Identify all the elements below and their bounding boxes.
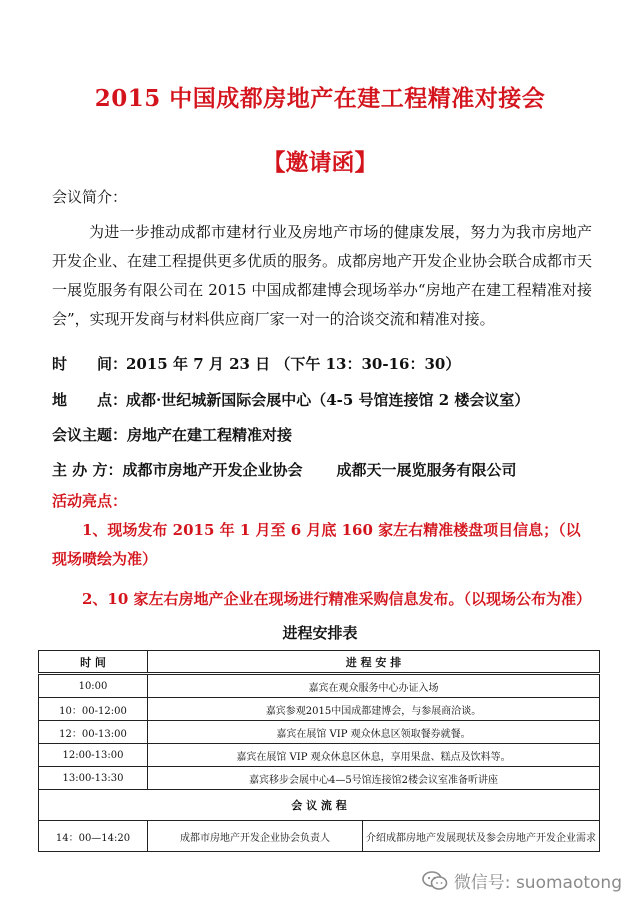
theme-label: 会议主题：	[52, 426, 128, 444]
table-row	[39, 744, 600, 767]
row-text: 嘉宾在观众服务中心办证入场	[148, 674, 600, 698]
row-time: 10:00	[39, 674, 148, 698]
flow-header-row	[39, 790, 600, 821]
place-row	[52, 389, 529, 410]
host-label: 主 办 方：	[52, 461, 123, 479]
schedule-table	[38, 650, 600, 852]
host-value-2: 成都天一展览服务有限公司	[336, 461, 517, 479]
wechat-watermark	[422, 868, 622, 893]
row-text: 嘉宾移步会展中心4—5号馆连接馆2楼会议室准备听讲座	[148, 767, 600, 790]
header-time: 时 间	[39, 651, 148, 674]
schedule-title: 进程安排表	[282, 624, 358, 642]
host-row	[52, 459, 516, 480]
row-time: 10：00-12:00	[39, 698, 148, 721]
invitation-subtitle: 【邀请函】	[262, 149, 378, 176]
table-row	[39, 721, 600, 744]
flow-topic: 介绍成都房地产发展现状及参会房地产开发企业需求	[363, 821, 600, 852]
intro-paragraph: 为进一步推动成都市建材行业及房地产市场的健康发展，努力为我市房地产开发企业、在建工程提供更多优质的服务。成都房地产开发企业协会联合成都市天一展览服务有限公司在 2015 中国成都建博会现场举办“房地产在建工程精准对接会”，实现开发商与材料供应商厂家一对一的洽谈交流和精准对接。	[52, 223, 593, 328]
highlights-heading: 活动亮点：	[52, 492, 128, 510]
theme-value: 房地产在建工程精准对接	[127, 426, 293, 444]
header-agenda: 进 程 安 排	[148, 651, 600, 674]
table-row	[39, 821, 600, 852]
time-label: 时 间：	[52, 355, 128, 373]
row-text: 嘉宾参观2015中国成都建博会，与参展商洽谈。	[148, 698, 600, 721]
flow-time: 14：00—14:20	[39, 821, 148, 852]
page-title: 2015 中国成都房地产在建工程精准对接会	[94, 85, 546, 112]
wechat-icon	[422, 871, 448, 891]
place-value: 成都·世纪城新国际会展中心（4-5 号馆连接馆 2 楼会议室）	[126, 391, 530, 409]
highlight-2: 2、10 家左右房地产企业在现场进行精准采购信息发布。（以现场公布为准）	[82, 590, 592, 608]
table-row	[39, 674, 600, 698]
row-text: 嘉宾在展馆 VIP 观众休息区领取餐券就餐。	[148, 721, 600, 744]
time-row	[52, 353, 460, 374]
row-time: 12:00-13:00	[39, 744, 148, 767]
watermark-text: 微信号: suomaotong	[453, 873, 622, 893]
time-value: 2015 年 7 月 23 日 （下午 13：30-16：30）	[126, 355, 461, 373]
row-time: 13:00-13:30	[39, 767, 148, 790]
flow-speaker: 成都市房地产开发企业协会负责人	[148, 821, 363, 852]
host-value-1: 成都市房地产开发企业协会	[122, 461, 303, 479]
row-time: 12：00-13:00	[39, 721, 148, 744]
table-row	[39, 698, 600, 721]
place-label: 地 点：	[52, 391, 128, 409]
table-row	[39, 767, 600, 790]
intro-heading: 会议简介：	[52, 188, 128, 206]
flow-header: 会 议 流 程	[39, 790, 600, 821]
row-text: 嘉宾在展馆 VIP 观众休息区休息，享用果盘、糕点及饮料等。	[148, 744, 600, 767]
theme-row	[52, 424, 292, 445]
schedule-header-row	[39, 651, 600, 674]
highlight-1: 1、现场发布 2015 年 1 月至 6 月底 160 家左右精准楼盘项目信息；（以现场喷绘为准）	[52, 521, 581, 568]
